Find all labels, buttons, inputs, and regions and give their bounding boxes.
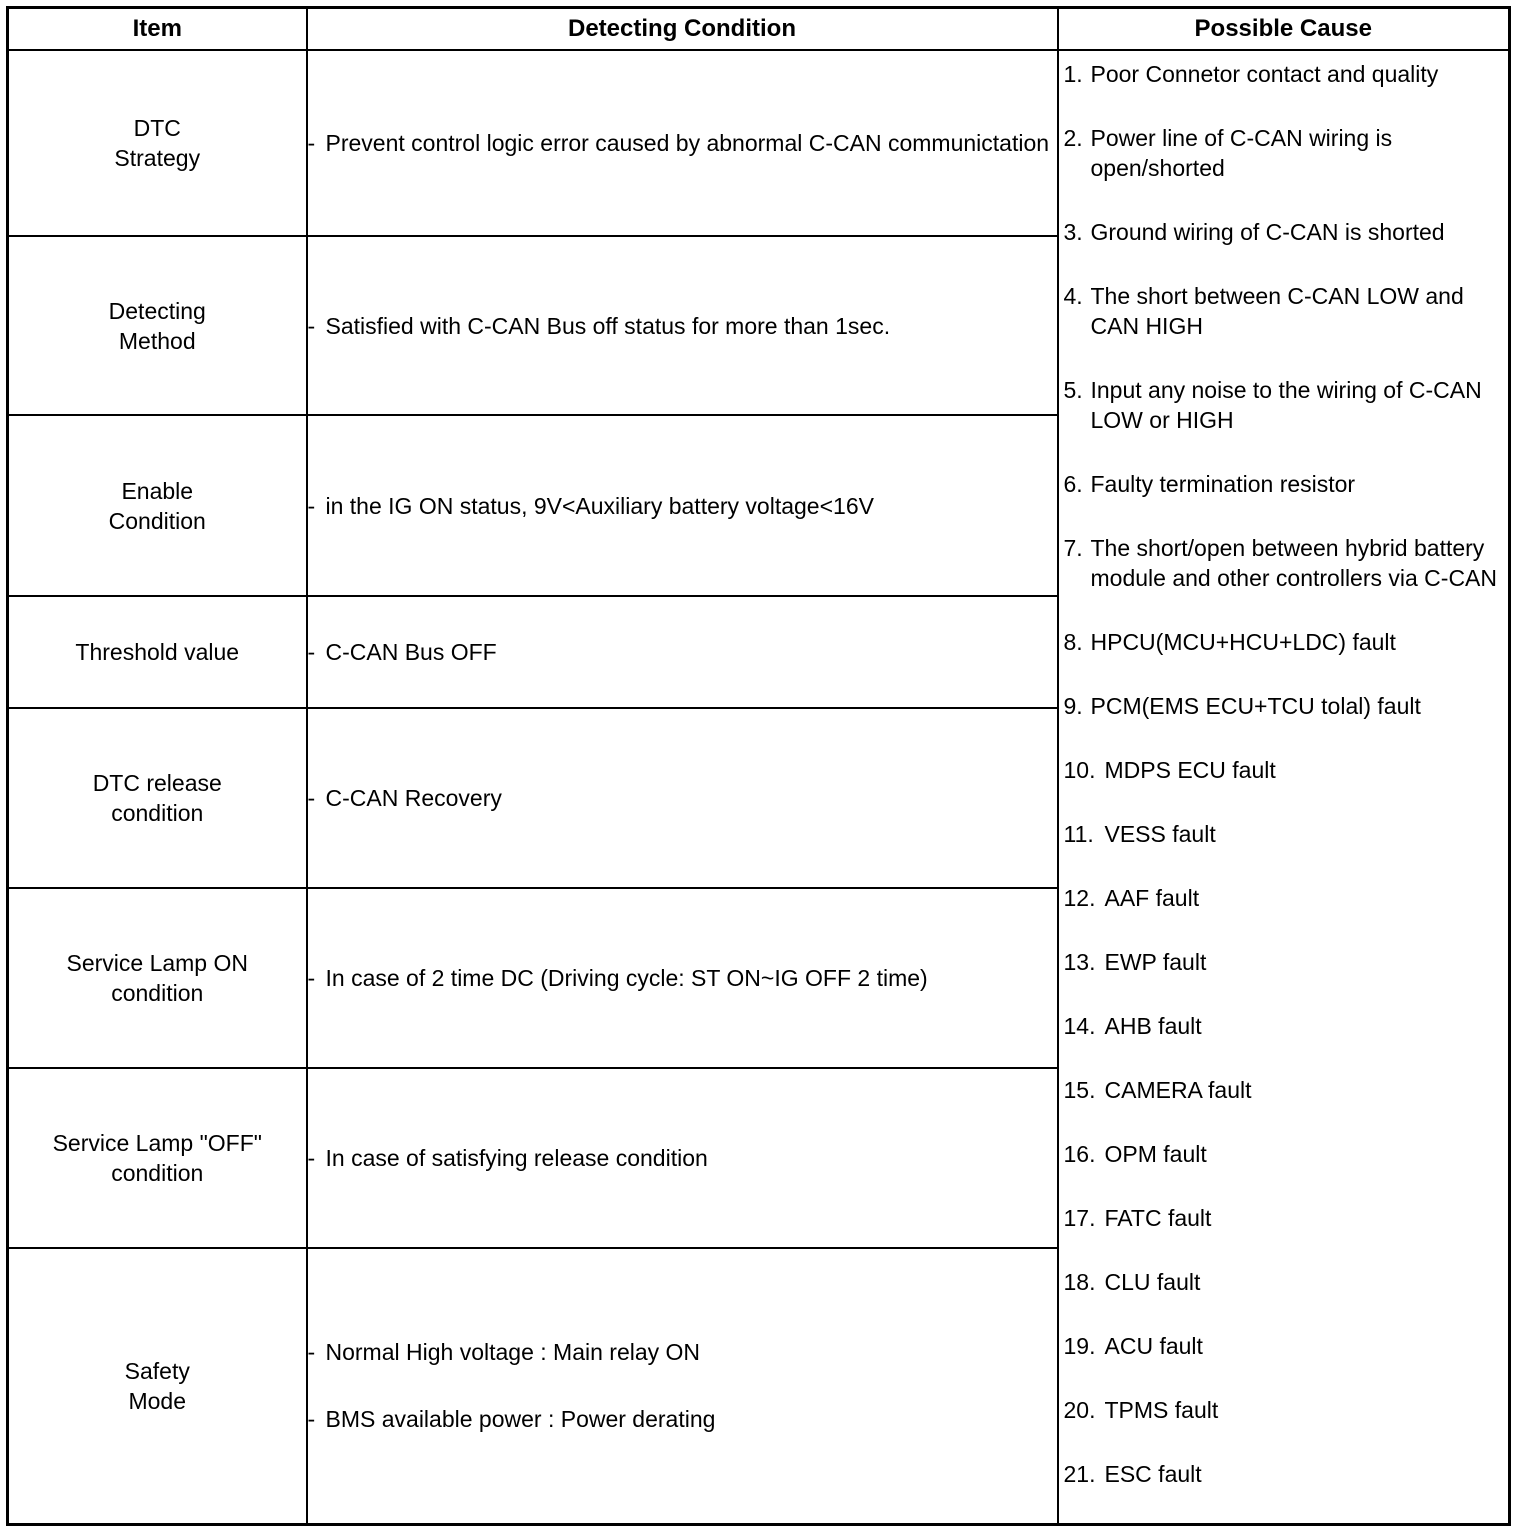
condition-text: In case of 2 time DC (Driving cycle: ST ON~IG OFF 2 time): [325, 964, 928, 991]
cause-number: 14.: [1063, 1013, 1096, 1039]
cause-text: EWP fault: [1104, 949, 1207, 975]
condition-cell: [307, 1068, 1058, 1248]
cause-item: [1064, 533, 1509, 593]
cause-text: AAF fault: [1104, 885, 1200, 911]
dash-marker: -: [307, 130, 316, 157]
item-label-line: Enable: [121, 477, 194, 504]
cause-number: 9.: [1063, 693, 1083, 719]
cause-number: 8.: [1063, 629, 1083, 655]
cause-text: HPCU(MCU+HCU+LDC) fault: [1090, 629, 1396, 655]
item-label-line: Service Lamp "OFF": [52, 1129, 262, 1156]
dtc-table: [6, 6, 1511, 1526]
condition-item: [308, 963, 1057, 993]
item-label-line: Method: [118, 327, 196, 354]
condition-cell: [307, 1248, 1058, 1525]
header-condition: Detecting Condition: [307, 8, 1058, 51]
cause-number: 7.: [1063, 535, 1083, 561]
cause-item: [1064, 59, 1509, 89]
dash-marker: -: [307, 492, 316, 519]
cause-text: Power line of C-CAN wiring is open/shorted: [1090, 125, 1393, 181]
cause-item: [1064, 1331, 1509, 1361]
cause-number: 2.: [1063, 125, 1083, 151]
cause-number: 18.: [1063, 1269, 1096, 1295]
item-cell: [8, 50, 307, 236]
header-cause: Possible Cause: [1058, 8, 1510, 51]
item-label-line: Mode: [128, 1387, 187, 1414]
cause-number: 21.: [1063, 1461, 1096, 1487]
header-item: Item: [8, 8, 307, 51]
condition-item: [308, 491, 1057, 521]
condition-text: Normal High voltage : Main relay ON: [325, 1339, 701, 1366]
dash-marker: -: [307, 638, 316, 665]
cause-item: [1064, 1267, 1509, 1297]
cause-number: 4.: [1063, 283, 1083, 309]
item-label-line: condition: [111, 799, 204, 826]
cause-text: The short/open between hybrid battery module and other controllers via C-CAN: [1090, 535, 1498, 591]
condition-item: [308, 637, 1057, 667]
condition-text: Satisfied with C-CAN Bus off status for more than 1sec.: [325, 312, 891, 339]
cause-number: 11.: [1063, 821, 1094, 847]
cause-item: [1064, 375, 1509, 435]
condition-text: In case of satisfying release condition: [325, 1144, 708, 1171]
cause-text: OPM fault: [1104, 1141, 1207, 1167]
cause-item: [1064, 217, 1509, 247]
condition-cell: [307, 888, 1058, 1068]
dash-marker: -: [307, 1144, 316, 1171]
cause-text: Ground wiring of C-CAN is shorted: [1090, 219, 1445, 245]
cause-number: 20.: [1063, 1397, 1096, 1423]
table-row: [8, 50, 1510, 236]
item-label-line: condition: [111, 1159, 204, 1186]
item-cell: [8, 596, 307, 708]
cause-number: 16.: [1063, 1141, 1096, 1167]
condition-item: [308, 311, 1057, 341]
item-label-line: Condition: [108, 507, 206, 534]
item-cell: [8, 708, 307, 888]
item-cell: [8, 1068, 307, 1248]
cause-number: 5.: [1063, 377, 1083, 403]
cause-item: [1064, 1011, 1509, 1041]
condition-text: in the IG ON status, 9V<Auxiliary battery voltage<16V: [325, 492, 874, 519]
condition-item: [308, 1143, 1057, 1173]
cause-text: Input any noise to the wiring of C-CAN LOW or HIGH: [1090, 377, 1482, 433]
condition-cell: [307, 50, 1058, 236]
item-label-line: Safety: [124, 1357, 190, 1384]
cause-number: 1.: [1063, 61, 1083, 87]
possible-cause-cell: [1058, 50, 1510, 1525]
possible-cause-list: [1059, 51, 1509, 1489]
condition-item: [308, 1404, 1057, 1434]
item-label-line: DTC release: [92, 769, 222, 796]
cause-text: Poor Connetor contact and quality: [1090, 61, 1439, 87]
condition-text: C-CAN Bus OFF: [325, 638, 497, 665]
cause-item: [1064, 691, 1509, 721]
cause-item: [1064, 947, 1509, 977]
dash-marker: -: [307, 964, 316, 991]
cause-text: TPMS fault: [1104, 1397, 1219, 1423]
condition-cell: [307, 708, 1058, 888]
cause-number: 15.: [1063, 1077, 1096, 1103]
cause-text: AHB fault: [1104, 1013, 1202, 1039]
item-label-line: DTC: [133, 115, 181, 142]
cause-item: [1064, 1203, 1509, 1233]
header-row: [8, 8, 1510, 51]
cause-number: 10.: [1063, 757, 1096, 783]
cause-number: 3.: [1063, 219, 1083, 245]
dash-marker: -: [307, 784, 316, 811]
condition-text: Prevent control logic error caused by abnormal C-CAN communictation: [325, 130, 1050, 157]
cause-text: CAMERA fault: [1104, 1077, 1252, 1103]
cause-text: PCM(EMS ECU+TCU tolal) fault: [1090, 693, 1421, 719]
item-label-line: Service Lamp ON: [66, 949, 248, 976]
cause-number: 19.: [1063, 1333, 1096, 1359]
cause-item: [1064, 883, 1509, 913]
cause-text: CLU fault: [1104, 1269, 1201, 1295]
cause-text: FATC fault: [1104, 1205, 1212, 1231]
item-cell: [8, 1248, 307, 1525]
item-cell: [8, 415, 307, 596]
cause-number: 13.: [1063, 949, 1096, 975]
cause-item: [1064, 123, 1509, 183]
item-label-line: condition: [111, 979, 204, 1006]
condition-cell: [307, 236, 1058, 415]
cause-text: Faulty termination resistor: [1090, 471, 1356, 497]
cause-item: [1064, 281, 1509, 341]
item-label-line: Detecting: [108, 297, 206, 324]
cause-number: 12.: [1063, 885, 1096, 911]
condition-item: [308, 783, 1057, 813]
condition-text: C-CAN Recovery: [325, 784, 502, 811]
condition-cell: [307, 415, 1058, 596]
cause-text: MDPS ECU fault: [1104, 757, 1276, 783]
cause-item: [1064, 469, 1509, 499]
item-label-line: Strategy: [114, 145, 201, 172]
cause-item: [1064, 1075, 1509, 1105]
condition-text: BMS available power : Power derating: [325, 1406, 716, 1433]
cause-text: The short between C-CAN LOW and CAN HIGH: [1090, 283, 1464, 339]
dash-marker: -: [307, 312, 316, 339]
cause-item: [1064, 755, 1509, 785]
cause-item: [1064, 1395, 1509, 1425]
cause-text: VESS fault: [1104, 821, 1216, 847]
cause-item: [1064, 1459, 1509, 1489]
cause-text: ACU fault: [1104, 1333, 1203, 1359]
cause-item: [1064, 819, 1509, 849]
item-label-line: Threshold value: [75, 638, 240, 665]
dash-marker: -: [307, 1339, 316, 1366]
cause-item: [1064, 1139, 1509, 1169]
cause-item: [1064, 627, 1509, 657]
cause-text: ESC fault: [1104, 1461, 1202, 1487]
condition-cell: [307, 596, 1058, 708]
dash-marker: -: [307, 1406, 316, 1433]
condition-item: [308, 128, 1057, 158]
item-cell: [8, 888, 307, 1068]
item-cell: [8, 236, 307, 415]
cause-number: 6.: [1063, 471, 1083, 497]
cause-number: 17.: [1063, 1205, 1096, 1231]
condition-item: [308, 1337, 1057, 1367]
